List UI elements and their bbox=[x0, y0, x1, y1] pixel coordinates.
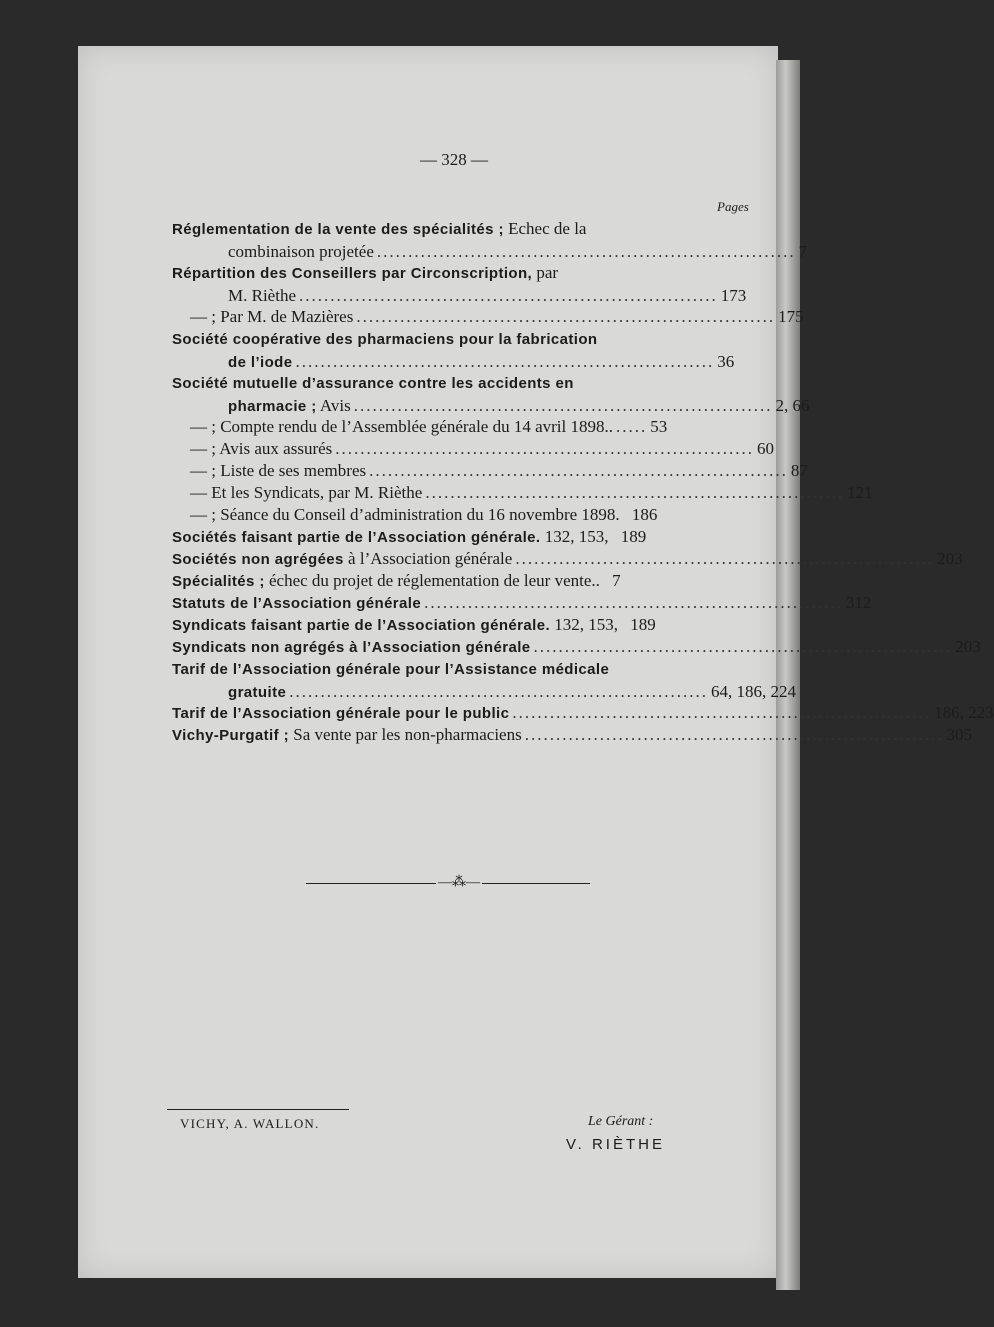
index-entry bbox=[172, 614, 738, 637]
index-entry: — ; Avis aux assurés ................................................................... 60 bbox=[190, 439, 775, 458]
index-entry: Sociétés non agrégées à l’Association générale ................................................................... 203 bbox=[172, 549, 963, 568]
index-entry: — Et les Syndicats, par M. Rièthe ................................................................... 121 bbox=[190, 483, 873, 502]
entry-heading: Statuts de l’Association générale bbox=[172, 595, 422, 612]
entry-text: par bbox=[532, 263, 559, 282]
entry-text: — ; Avis aux assurés bbox=[190, 439, 333, 458]
index-entry: Société mutuelle d’assurance contre les accidents en pharmacie ; Avis ................................................................... 2, 66 bbox=[172, 375, 810, 415]
gerant-label: Le Gérant : bbox=[588, 1114, 654, 1129]
entry-page: 189 bbox=[630, 615, 656, 634]
index-entry: Statuts de l’Association générale ................................................................... 312 bbox=[172, 593, 872, 612]
entry-text: échec du projet de réglementation de leur vente.. bbox=[264, 571, 600, 590]
entry-text: — ; Séance du Conseil d’administration du 16 novembre 1898. bbox=[190, 505, 620, 524]
entry-page: 36 bbox=[717, 352, 735, 371]
entry-continuation: gratuite bbox=[228, 684, 287, 701]
entry-heading: Spécialités ; bbox=[172, 573, 265, 590]
entry-text: — ; Compte rendu de l’Assemblée générale du 14 avril 1898.. bbox=[190, 417, 613, 436]
index-entry: — ; Par M. de Mazières ................................................................... 175 bbox=[190, 307, 804, 326]
entry-heading: Vichy-Purgatif ; bbox=[172, 727, 289, 744]
entry-heading: Sociétés non agrégées bbox=[172, 551, 344, 568]
entry-continuation: M. Rièthe bbox=[228, 286, 296, 305]
entry-heading: Tarif de l’Association générale pour l’Assistance médicale bbox=[172, 661, 610, 678]
entry-text: à l’Association générale bbox=[343, 549, 513, 568]
entry-page: 186, 223 bbox=[934, 703, 994, 722]
entry-page: 53 bbox=[650, 417, 668, 436]
entry-page: 186 bbox=[631, 505, 658, 524]
entry-page: 64, 186, 224 bbox=[710, 682, 796, 701]
entry-heading: Société mutuelle d’assurance contre les accidents en bbox=[172, 375, 574, 392]
entry-page: 203 bbox=[955, 637, 981, 656]
entry-continuation: combinaison projetée bbox=[228, 242, 374, 261]
entry-text: — ; Liste de ses membres bbox=[190, 461, 367, 480]
index-entry: Société coopérative des pharmaciens pour la fabrication de l’iode ................................................................... 36 bbox=[172, 331, 735, 371]
entry-heading: Société coopérative des pharmaciens pour la fabrication bbox=[172, 331, 598, 348]
entry-page: 203 bbox=[937, 549, 963, 568]
entry-heading: Syndicats faisant partie de l’Association générale. bbox=[172, 617, 551, 634]
entry-text: — Et les Syndicats, par M. Rièthe bbox=[190, 483, 423, 502]
divider-ornament: —⁂— bbox=[438, 875, 480, 890]
entry-page: 7 bbox=[798, 242, 808, 261]
entry-heading: Sociétés faisant partie de l’Association générale. bbox=[172, 529, 541, 546]
printer-imprint: VICHY, A. WALLON. bbox=[180, 1116, 320, 1131]
entry-page: 175 bbox=[778, 307, 804, 326]
index-entry: Vichy-Purgatif ; Sa vente par les non-pharmaciens ................................................................... 305 bbox=[172, 725, 972, 744]
entry-heading: Réglementation de la vente des spécialités ; bbox=[172, 221, 504, 238]
pages-column-label: Pages bbox=[717, 199, 749, 214]
entry-text: 132, 153, bbox=[540, 527, 609, 546]
index-entry: Réglementation de la vente des spécialités ; Echec de la combinaison projetée ................................................................... 7 bbox=[172, 219, 808, 261]
entry-page: 173 bbox=[720, 286, 747, 305]
entry-heading: Répartition des Conseillers par Circonscription, bbox=[172, 265, 533, 282]
index-entry bbox=[172, 526, 738, 549]
entry-page: 305 bbox=[946, 725, 972, 744]
entry-text: Avis bbox=[316, 396, 351, 415]
index-entry: Tarif de l’Association générale pour l’Assistance médicale gratuite ................................................................... 64, 186, 224 bbox=[172, 661, 796, 701]
index-entry bbox=[172, 504, 738, 526]
index-entry: — ; Compte rendu de l’Assemblée générale du 14 avril 1898.. ..... 53 bbox=[190, 417, 668, 436]
entry-continuation: pharmacie ; bbox=[228, 398, 317, 415]
index-entry: Tarif de l’Association générale pour le public ................................................................... 186, 223 bbox=[172, 703, 994, 722]
gerant-name: V. RIÈTHE bbox=[566, 1136, 665, 1153]
index-entry: — ; Liste de ses membres ................................................................... 87 bbox=[190, 461, 808, 480]
page-number: — 328 — bbox=[420, 150, 488, 169]
entry-continuation: de l’iode bbox=[228, 354, 293, 371]
entry-page: 87 bbox=[790, 461, 808, 480]
entry-text: Sa vente par les non-pharmaciens bbox=[288, 725, 522, 744]
entry-page: 189 bbox=[620, 527, 647, 546]
entry-text: — ; Par M. de Mazières bbox=[190, 307, 354, 326]
index-entry bbox=[172, 570, 738, 593]
entry-page: 60 bbox=[757, 439, 775, 458]
entry-page: 121 bbox=[847, 483, 873, 502]
index-entry: Syndicats non agrégés à l’Association générale ................................................................... 203 bbox=[172, 637, 981, 656]
entry-page: 312 bbox=[845, 593, 872, 612]
index-entry: Répartition des Conseillers par Circonscription, par M. Rièthe ................................................................... 173 bbox=[172, 263, 747, 305]
entry-heading: Tarif de l’Association générale pour le public bbox=[172, 705, 510, 722]
printer-rule bbox=[167, 1109, 349, 1110]
entry-page: 7 bbox=[612, 571, 621, 590]
entry-text: Echec de la bbox=[503, 219, 587, 238]
entry-page: 2, 66 bbox=[775, 396, 810, 415]
entry-heading: Syndicats non agrégés à l’Association générale bbox=[172, 639, 531, 656]
entry-text: 132, 153, bbox=[550, 615, 619, 634]
